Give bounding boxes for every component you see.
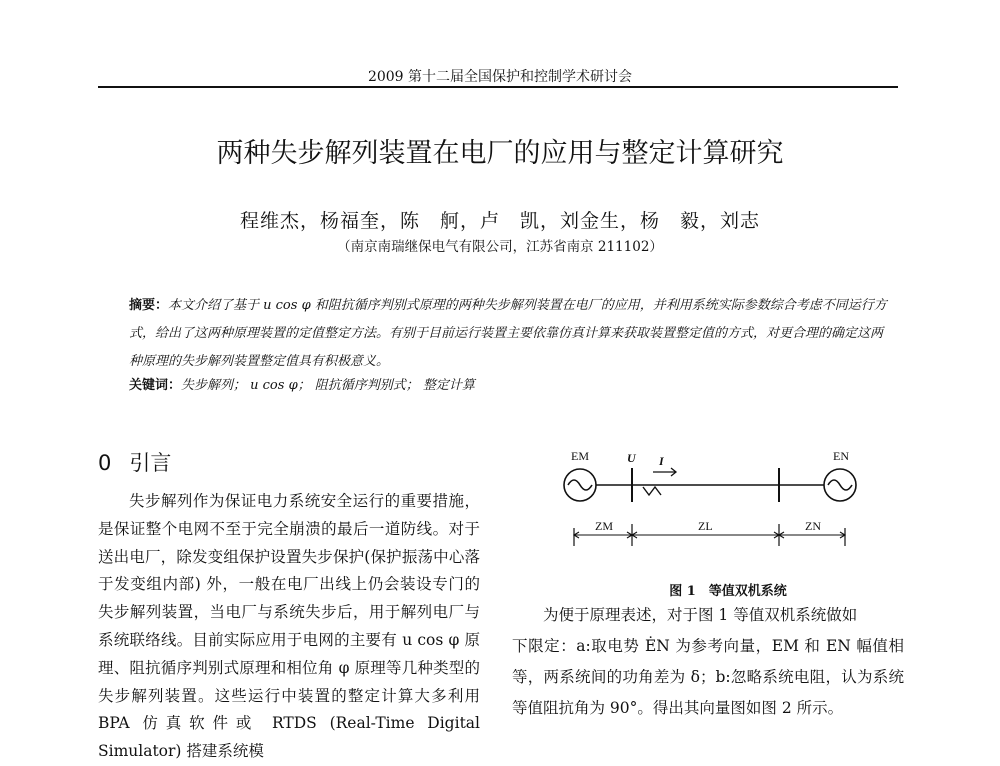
- section-title: 引言: [129, 451, 172, 475]
- label-em: EM: [571, 450, 589, 463]
- label-en: EN: [833, 450, 849, 463]
- label-zn: ZN: [805, 519, 821, 533]
- abstract-text: 本文介绍了基于 u cos φ 和阻抗循序判别式原理的两种失步解列装置在电厂的应用，并利用系统实际参数综合考虑不同运行方式，给出了这两种原理装置的定值整定方法。有别于目前运行装置主要依靠仿真计算来获取装置整定值的方式，对更合理的确定这两种原理的失步解列装置整定值具有积极意义。: [129, 298, 887, 369]
- figure-1-diagram: [535, 450, 875, 560]
- intro-body-left: [98, 488, 480, 766]
- abstract: [129, 292, 889, 376]
- paper-title: 两种失步解列装置在电厂的应用与整定计算研究: [216, 138, 784, 169]
- affiliation: （南京南瑞继保电气有限公司，江苏省南京 211102）: [337, 239, 663, 255]
- author-list: 程维杰，杨福奎，陈 舸，卢 凯，刘金生，杨 毅，刘志: [239, 210, 760, 232]
- section-heading: [98, 447, 171, 477]
- label-zm: ZM: [595, 519, 613, 533]
- conference-header: 2009 第十二届全国保护和控制学术研讨会: [367, 69, 633, 85]
- right-paragraph-2: 下限定：a:取电势 ĖN 为参考向量，EM 和 EN 幅值相等，两系统间的功角差为 δ；b:忽略系统电阻，认为系统等值阻抗角为 90°。得出其向量图如图 2 所示。: [512, 637, 904, 717]
- intro-paragraph: 失步解列作为保证电力系统安全运行的重要措施，是保证整个电网不至于完全崩溃的最后一道防线。对于送出电厂，除发变组保护设置失步保护(保护振荡中心落于发变组内部) 外，一般在电厂出线上仍会装设专门的失步解列装置，当电厂与系统失步后，用于解列电厂与系统联络线。目前实际应用于电网的主要有 u cos φ 原理、阻抗循序判别式原理和相位角 φ 原理等几种类型的失步解列装置。这些运行中装置的整定计算大多利用 BPA 仿真软件或 RTDS (Real-Time Digital Simulator) 搭建系统模: [98, 492, 480, 761]
- right-paragraph-1: 为便于原理表述，对于图 1 等值双机系统做如: [543, 606, 858, 624]
- keywords-label: 关键词：: [129, 378, 182, 393]
- keywords: [129, 374, 889, 393]
- label-i: I: [659, 454, 664, 468]
- keywords-text: 失步解列； u cos φ； 阻抗循序判别式； 整定计算: [181, 378, 475, 393]
- abstract-label: 摘要：: [129, 298, 169, 313]
- label-zl: ZL: [698, 519, 713, 533]
- section-number: 0: [98, 451, 112, 475]
- body-right-column: [512, 600, 904, 724]
- label-u: U: [627, 451, 636, 465]
- figure-1-caption: 图 1 等值双机系统: [669, 584, 787, 599]
- header-divider: [98, 86, 898, 88]
